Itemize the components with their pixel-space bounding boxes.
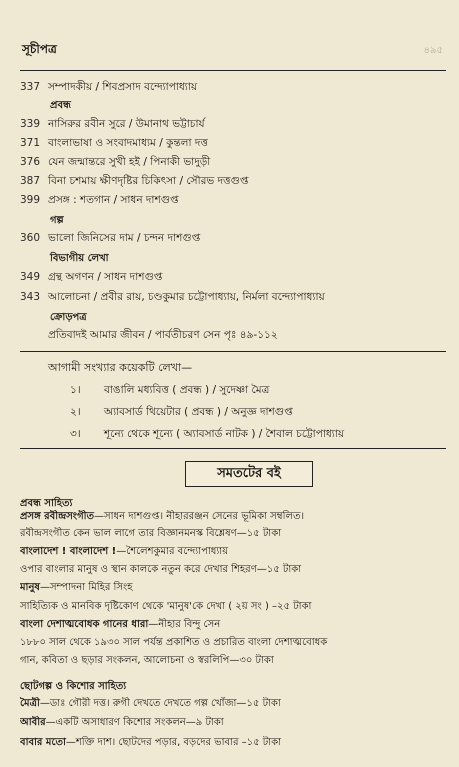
books-title: সমতটের বই bbox=[185, 461, 313, 487]
contents-section: ক্রোড়পত্র bbox=[50, 312, 87, 323]
book-line bbox=[20, 581, 448, 594]
book-line bbox=[20, 545, 448, 558]
entry-title: বাংলাভাষা ও সংবাদমাধ্যম / কুন্তলা দত্ত bbox=[48, 137, 208, 149]
contents-entry bbox=[20, 290, 450, 304]
contents-rule bbox=[20, 351, 446, 352]
book-line bbox=[20, 736, 448, 749]
upcoming-text: বাঙালি মধ্যবিত্ত ( প্রবন্ধ ) / সুদেষ্ণা মৈত্র bbox=[104, 384, 270, 396]
entry-title: যেন জন্মান্তরে সুখী হই / পিনাকী ভাদুড়ী bbox=[48, 156, 211, 168]
book-description: সাহিত্যিক ও মানবিক দৃষ্টিকোণ থেকে 'মানুষ'কে দেখা ( ২য় সং ) –২৫ টাকা bbox=[20, 601, 312, 612]
book-description: —শৈলেশকুমার বন্দ্যোপাধ্যায় bbox=[116, 546, 229, 557]
book-line bbox=[20, 563, 448, 576]
entry-title: ভালো জিনিসের দাম / চন্দন দাশগুপ্ত bbox=[48, 232, 201, 244]
page-number: ৪৯৫ bbox=[423, 45, 443, 56]
entry-page-number: 371 bbox=[20, 137, 41, 149]
entry-title: প্রসঙ্গ : শতগান / সাধন দাশগুপ্ত bbox=[48, 194, 179, 206]
book-title: মানুষ bbox=[20, 582, 40, 593]
book-title: বাবার মতো bbox=[20, 737, 66, 748]
entry-page-number: 349 bbox=[20, 271, 41, 283]
book-title: প্রসঙ্গ রবীন্দ্রসংগীত bbox=[20, 511, 95, 522]
upcoming-index: ৩। bbox=[70, 428, 81, 440]
book-line bbox=[20, 527, 448, 540]
contents-entry bbox=[20, 231, 450, 245]
contents-section: গল্প bbox=[50, 215, 64, 226]
contents-entry bbox=[20, 155, 450, 169]
upcoming-item bbox=[70, 383, 269, 400]
book-description: গান, কবিতা ও ছড়ার সংকলন, আলোচনা ও স্বরলিপি—৩০ টাকা bbox=[20, 655, 274, 666]
book-description: —সাধন দাশগুপ্ত। নীহাররঞ্জন সেনের ভূমিকা সম্বলিত। bbox=[94, 511, 305, 522]
book-description: —সম্পাদনা মিহির সিংহ bbox=[39, 582, 133, 593]
entry-title: আলোচনা / প্রবীর রায়, চণ্ডকুমার চট্টোপাধ্যায়, নির্মলা বন্দ্যোপাধ্যায় bbox=[48, 291, 325, 303]
book-line bbox=[20, 697, 448, 710]
book-description: ১৮৮০ সাল থেকে ১৯৩০ সাল পর্যন্ত প্রকাশিত ও প্রচারিত বাংলা দেশাত্মবোধক bbox=[20, 637, 328, 648]
entry-title: প্রতিবাদই আমার জীবন / পার্বতীচরণ সেন পৃঃ ৪৯-১১২ bbox=[48, 329, 278, 341]
book-line bbox=[20, 636, 448, 649]
entry-page-number: 399 bbox=[20, 194, 41, 206]
upcoming-item bbox=[70, 405, 293, 422]
entry-page-number: 337 bbox=[20, 81, 41, 93]
book-description: —নীহার বিন্দু সেন bbox=[148, 619, 221, 630]
book-description: —শক্তি দাশ। ছোটদের পড়ার, বড়দের ভাবার –১৫ টাকা bbox=[65, 737, 282, 748]
entry-page-number: 376 bbox=[20, 156, 41, 168]
contents-section: বিভাগীয় লেখা bbox=[50, 253, 109, 264]
entry-title: সম্পাদকীয় / শিবপ্রসাদ বন্দ্যোপাধ্যায় bbox=[48, 81, 198, 93]
book-description: —ডাঃ গৌরী দত্ত। রুগী দেখতে দেখতে গল্প খোঁজা—১৫ টাকা bbox=[39, 698, 281, 709]
contents-entry bbox=[20, 117, 450, 131]
book-title: আবীর bbox=[20, 717, 46, 728]
upcoming-text: শূন্যে থেকে শূন্যে ( অ্যাবসার্ড নাটক ) / শৈবাল চট্টোপাধ্যায় bbox=[104, 428, 345, 440]
contents-entry bbox=[20, 80, 450, 94]
contents-section: প্রবন্ধ bbox=[50, 100, 71, 111]
entry-title: নাসিরুর রবীন সুরে / উমানাথ ভট্টাচার্য bbox=[48, 118, 205, 130]
contents-entry bbox=[20, 328, 450, 342]
entry-page-number: 339 bbox=[20, 118, 41, 130]
upcoming-item bbox=[70, 427, 344, 444]
contents-entry bbox=[20, 270, 450, 284]
entry-page-number: 360 bbox=[20, 232, 41, 244]
contents-entry bbox=[20, 174, 450, 188]
book-description: —একটি অসাধারণ কিশোর সংকলন—৯ টাকা bbox=[45, 717, 224, 728]
contents-entry bbox=[20, 193, 450, 207]
book-title: বাংলাদেশ ! বাংলাদেশ ! bbox=[20, 546, 117, 557]
book-description: রবীন্দ্রসংগীত কেন ভাল লাগে তার বিজ্ঞানমনস্ক বিশ্লেষণ—১৫ টাকা bbox=[20, 528, 282, 539]
upcoming-index: ১। bbox=[70, 384, 81, 396]
upcoming-text: অ্যাবসার্ড থিয়েটার ( প্রবন্ধ ) / অনুজ্ঞ দাশগুপ্ত bbox=[104, 406, 293, 418]
books-section-prose: প্রবন্ধ সাহিত্য bbox=[20, 498, 73, 509]
book-line bbox=[20, 600, 448, 613]
book-title: বাংলা দেশাত্মবোধক গানের ধারা bbox=[20, 619, 149, 630]
book-description: ওপার বাংলার মানুষ ও স্থান কালকে নতুন করে দেখার শিহরণ—১৫ টাকা bbox=[20, 564, 302, 575]
entry-title: বিনা চশমায় ক্ষীণদৃষ্টির চিকিৎসা / সৌরভ দত্তগুপ্ত bbox=[48, 175, 249, 187]
upcoming-index: ২। bbox=[70, 406, 81, 418]
entry-page-number: 343 bbox=[20, 291, 41, 303]
entry-page-number: 387 bbox=[20, 175, 41, 187]
upcoming-rule bbox=[20, 448, 446, 449]
upcoming-title: আগামী সংখ্যার কয়েকটি লেখা— bbox=[48, 361, 193, 374]
book-title: মৈত্রী bbox=[20, 698, 40, 709]
header-rule bbox=[20, 70, 446, 71]
entry-title: গ্রন্থ অগণন / সাধন দাশগুপ্ত bbox=[48, 271, 163, 283]
books-section-stories: ছোটগল্প ও কিশোর সাহিত্য bbox=[20, 681, 127, 692]
book-line bbox=[20, 618, 448, 631]
contents-title: সূচীপত্র bbox=[22, 42, 57, 56]
book-line bbox=[20, 654, 448, 667]
book-line bbox=[20, 510, 448, 523]
book-line bbox=[20, 716, 448, 729]
contents-entry bbox=[20, 136, 450, 150]
